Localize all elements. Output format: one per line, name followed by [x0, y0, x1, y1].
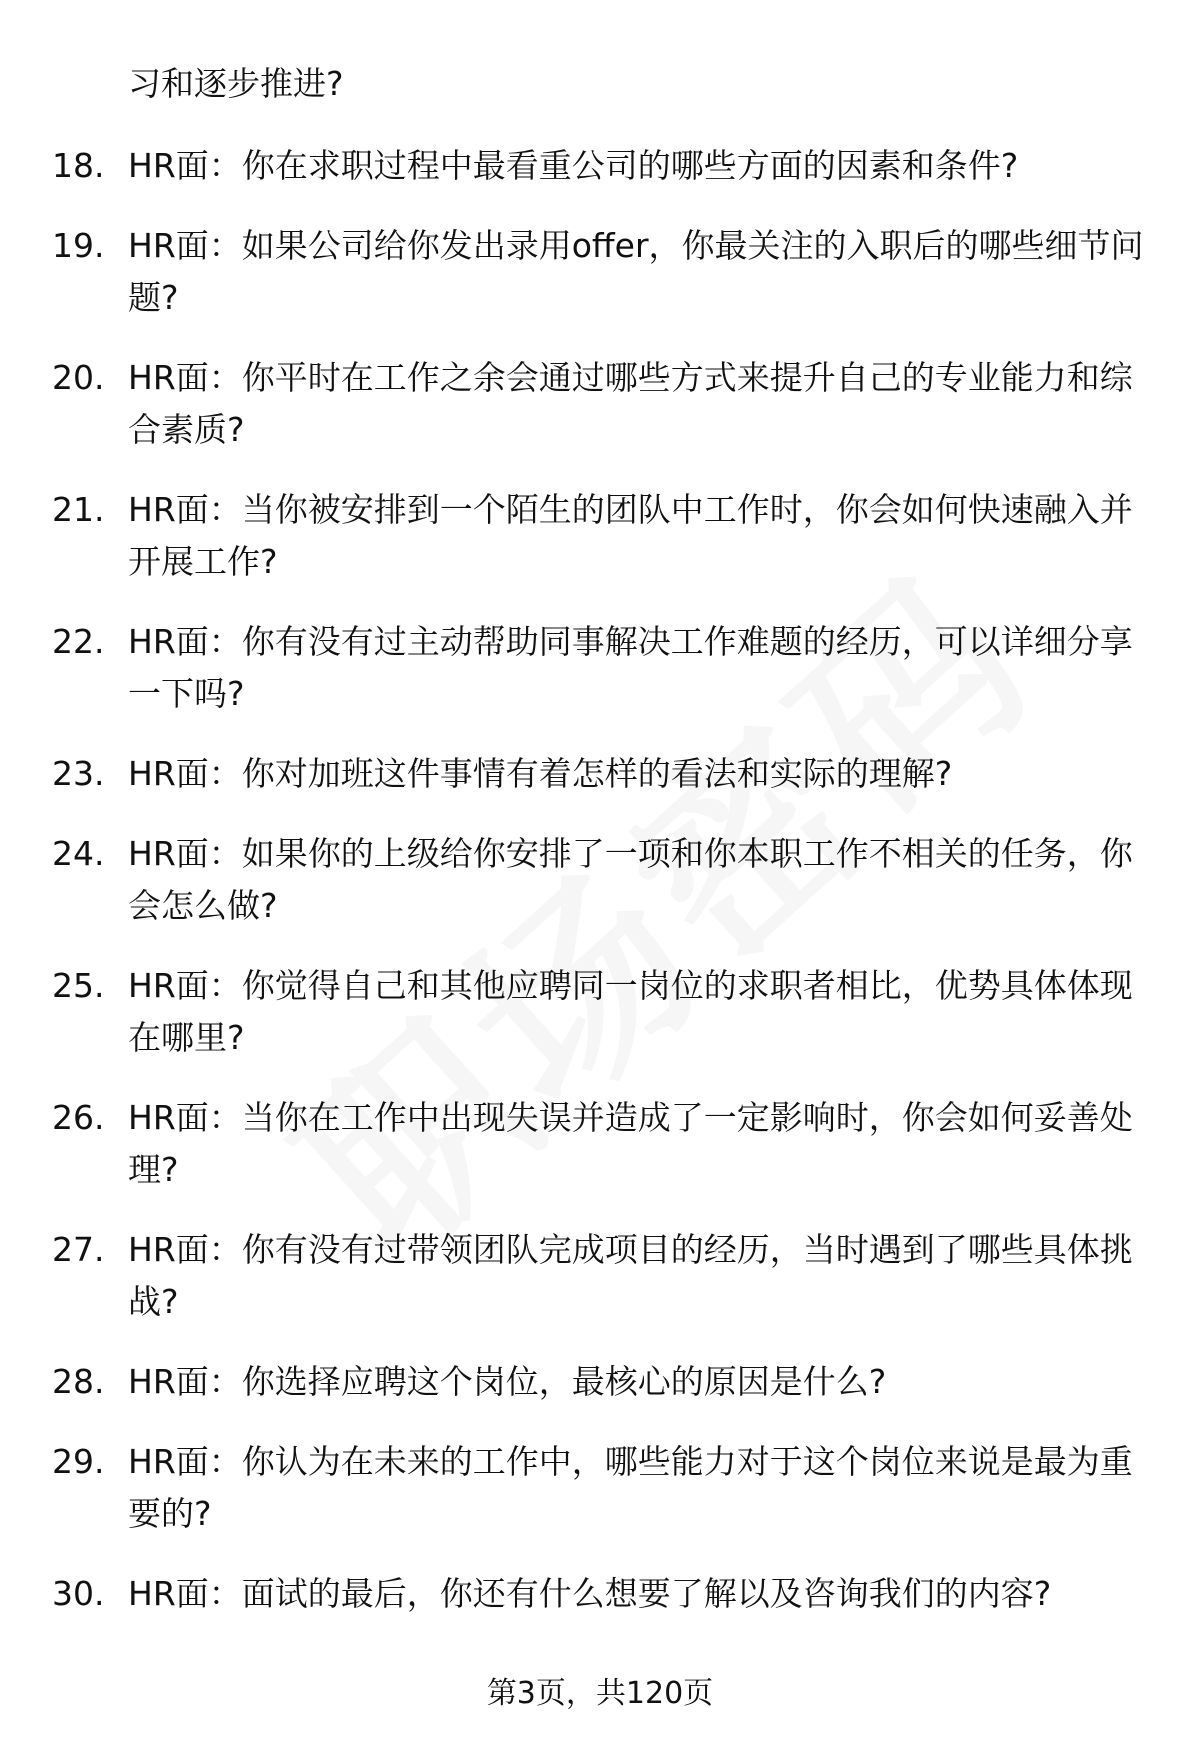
question-item — [0, 1436, 1200, 1540]
question-item — [0, 140, 1200, 192]
question-item — [0, 1092, 1200, 1196]
question-text: HR面：你选择应聘这个岗位，最核心的原因是什么? — [128, 1362, 887, 1401]
question-item — [0, 1568, 1200, 1620]
question-text: HR面：你平时在工作之余会通过哪些方式来提升自己的专业能力和综合素质? — [128, 358, 1133, 449]
question-text: HR面：你有没有过主动帮助同事解决工作难题的经历，可以详细分享一下吗? — [128, 622, 1133, 713]
question-number: 20. — [52, 358, 105, 397]
question-item — [0, 748, 1200, 800]
question-number: 28. — [52, 1362, 105, 1401]
question-number: 19. — [52, 226, 105, 265]
question-number: 22. — [52, 622, 105, 661]
question-number: 25. — [52, 966, 105, 1005]
page-footer: 第3页，共120页 — [486, 1676, 714, 1711]
question-text: HR面：如果公司给你发出录用offer，你最关注的入职后的哪些细节问题? — [128, 226, 1144, 317]
question-text: HR面：当你在工作中出现失误并造成了一定影响时，你会如何妥善处理? — [128, 1098, 1133, 1189]
question-number: 23. — [52, 754, 105, 793]
question-text: HR面：你在求职过程中最看重公司的哪些方面的因素和条件? — [128, 146, 1019, 185]
question-list — [0, 140, 1200, 1648]
question-item — [0, 220, 1200, 324]
continuation-text: 习和逐步推进? — [128, 64, 344, 103]
question-text: HR面：你对加班这件事情有着怎样的看法和实际的理解? — [128, 754, 953, 793]
question-text: HR面：你觉得自己和其他应聘同一岗位的求职者相比，优势具体体现在哪里? — [128, 966, 1133, 1057]
question-number: 26. — [52, 1098, 105, 1137]
question-number: 30. — [52, 1574, 105, 1613]
question-text: HR面：面试的最后，你还有什么想要了解以及咨询我们的内容? — [128, 1574, 1052, 1613]
question-text: HR面：你有没有过带领团队完成项目的经历，当时遇到了哪些具体挑战? — [128, 1230, 1133, 1321]
question-item — [0, 1356, 1200, 1408]
question-item — [0, 828, 1200, 932]
question-number: 24. — [52, 834, 105, 873]
question-item — [0, 484, 1200, 588]
question-text: HR面：你认为在未来的工作中，哪些能力对于这个岗位来说是最为重要的? — [128, 1442, 1133, 1533]
question-item — [0, 352, 1200, 456]
question-number: 18. — [52, 146, 105, 185]
question-item — [0, 1224, 1200, 1328]
question-number: 29. — [52, 1442, 105, 1481]
question-number: 21. — [52, 490, 105, 529]
question-text: HR面：如果你的上级给你安排了一项和你本职工作不相关的任务，你会怎么做? — [128, 834, 1133, 925]
question-item — [0, 960, 1200, 1064]
question-item — [0, 616, 1200, 720]
question-text: HR面：当你被安排到一个陌生的团队中工作时，你会如何快速融入并开展工作? — [128, 490, 1133, 581]
question-number: 27. — [52, 1230, 105, 1269]
